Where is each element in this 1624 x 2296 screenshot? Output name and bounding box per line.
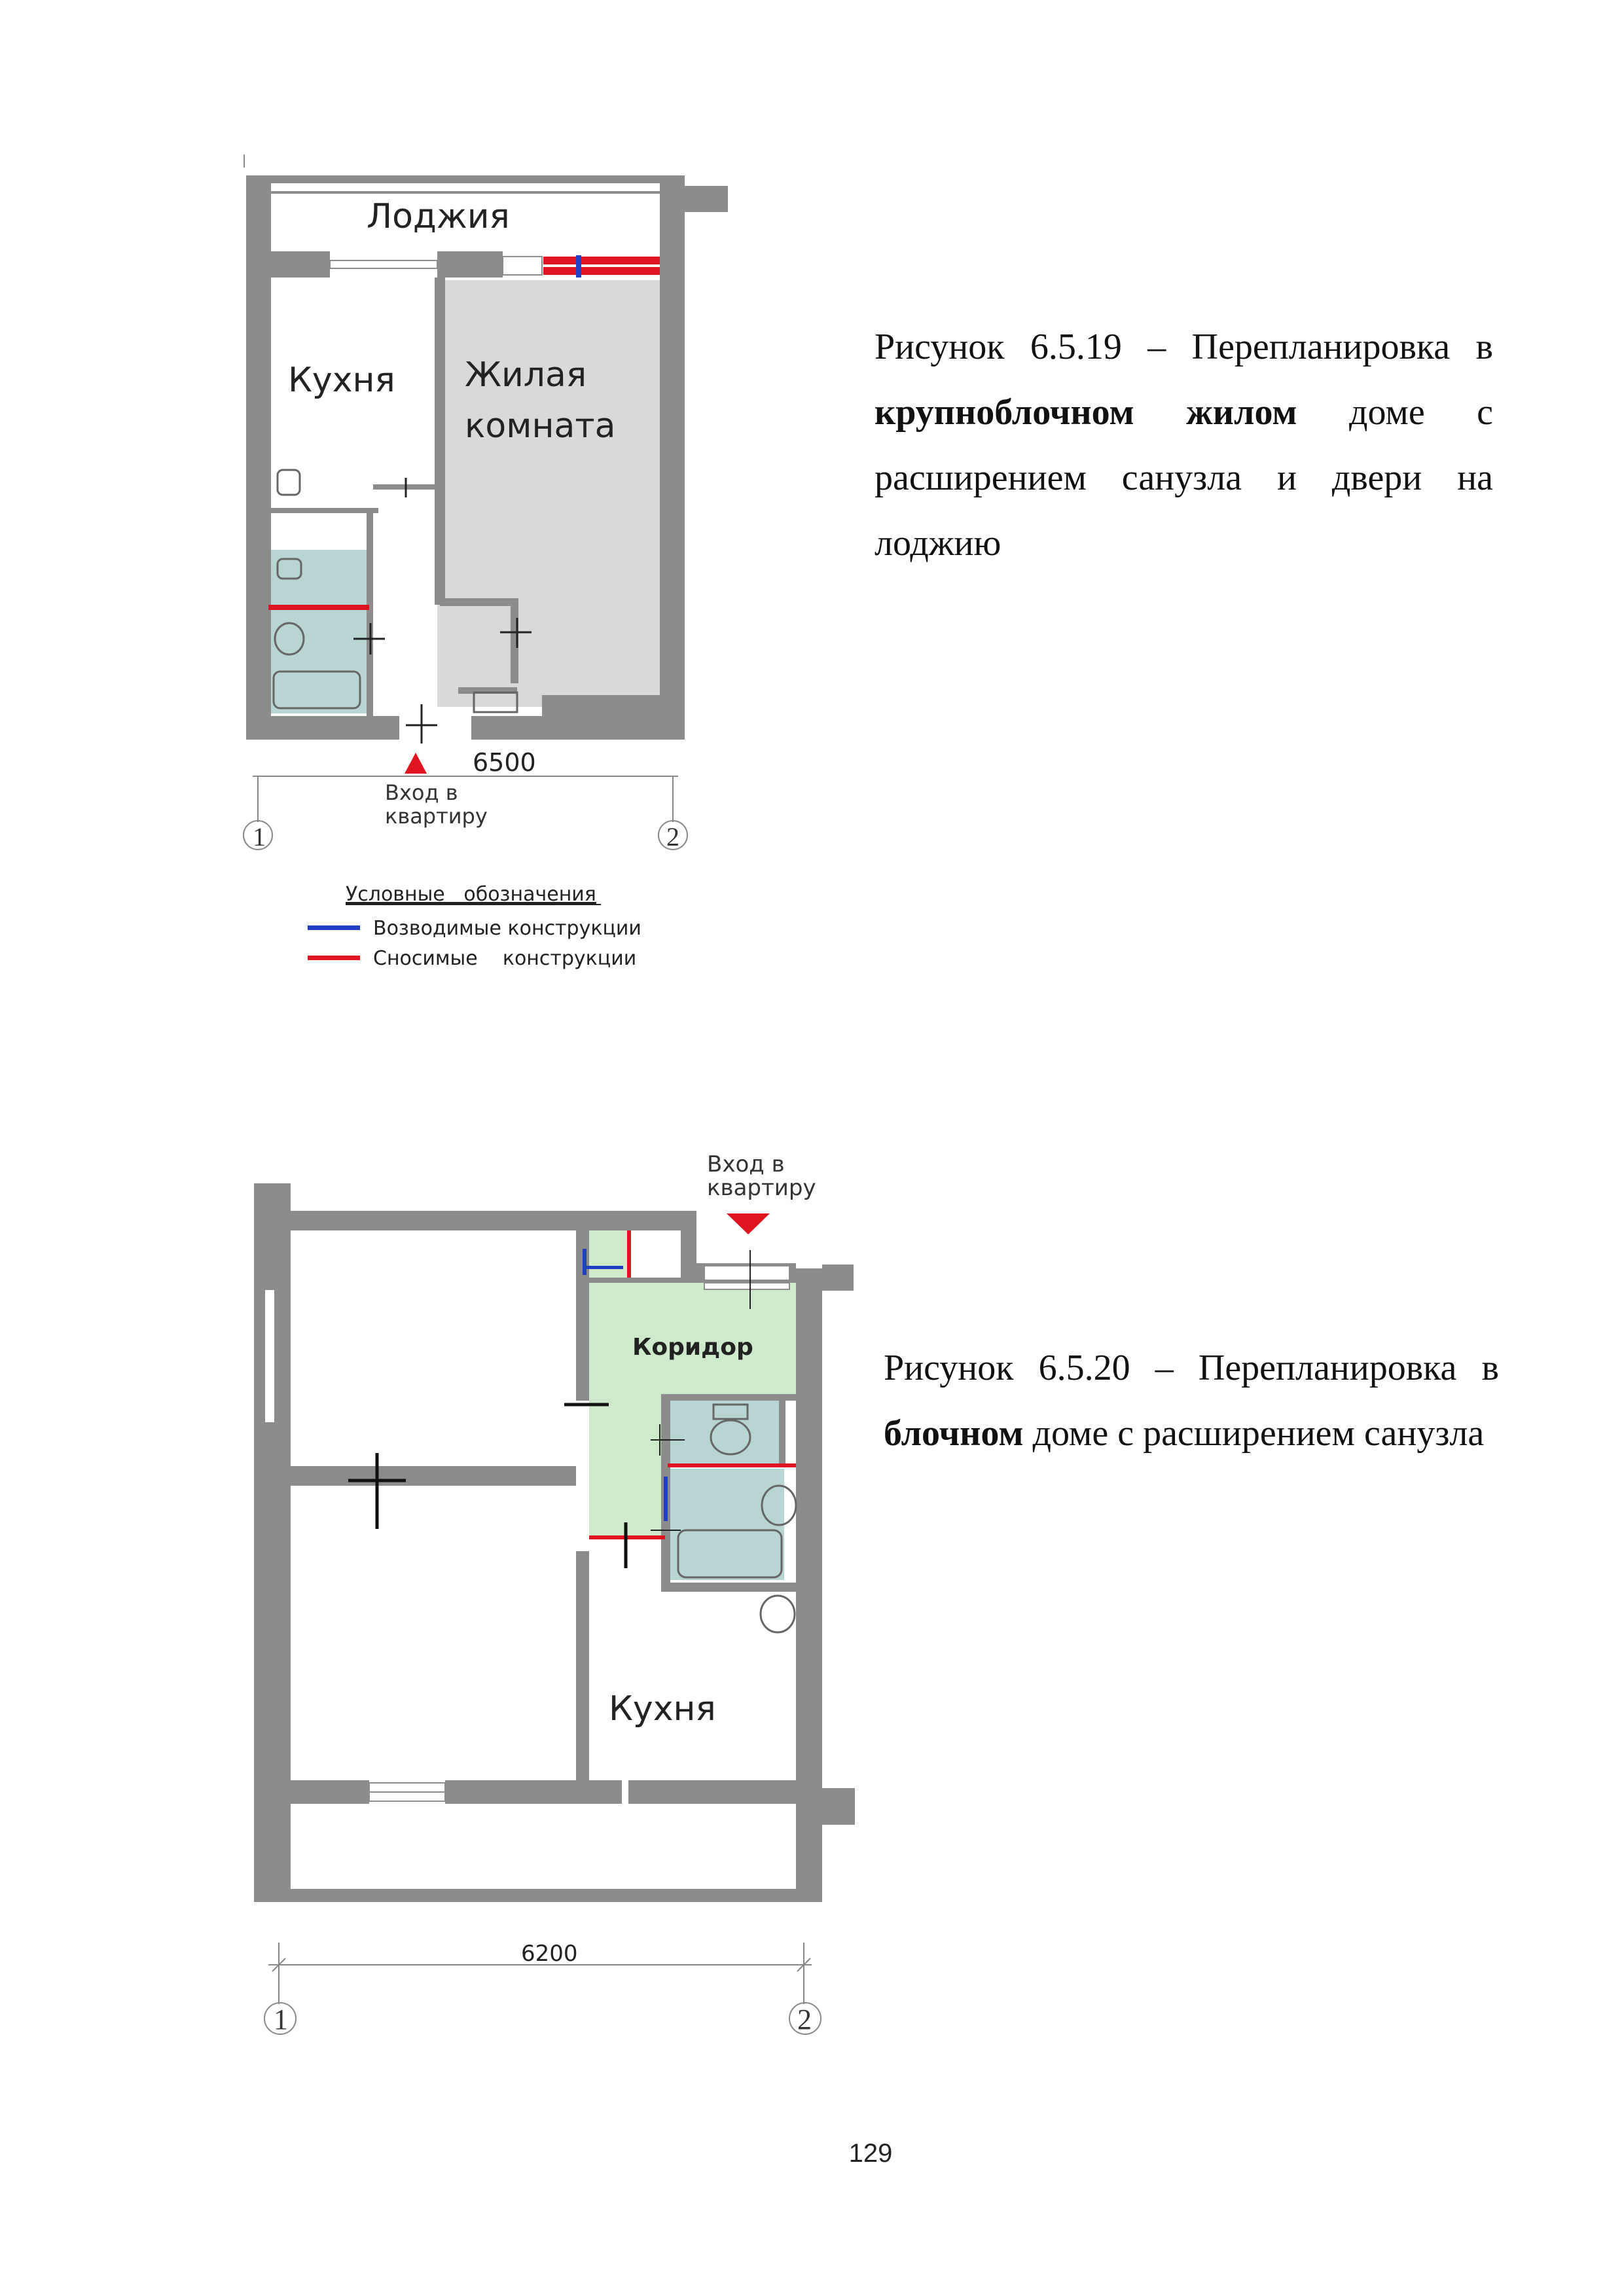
caption-2-prefix: Рисунок 6.5.20 – Перепланировка в — [884, 1348, 1499, 1388]
kitchen-label-1: Кухня — [288, 361, 395, 400]
entrance-label-2-line2: квартиру — [707, 1175, 816, 1201]
dimension-6500: 6500 — [473, 748, 536, 777]
loggia-window — [330, 260, 437, 268]
erected-wall-2a — [583, 1249, 586, 1275]
page-number: 129 — [848, 2139, 893, 2168]
axis-1-label: 1 — [253, 822, 266, 852]
caption-1-prefix: Рисунок 6.5.19 – Перепланировка в — [875, 327, 1493, 367]
window-kitchen — [622, 1783, 628, 1801]
legend-demolished-label: Сносимые конструкции — [373, 947, 637, 970]
axis-2-label: 2 — [666, 822, 679, 852]
axis-1-label-2: 1 — [274, 2003, 288, 2036]
loggia-door — [503, 257, 542, 275]
demolished-wall-2b — [668, 1463, 796, 1467]
living-room-fill — [437, 280, 660, 707]
legend-demolished-swatch — [308, 956, 360, 960]
door-marks-2 — [348, 1405, 626, 1568]
loggia-parapet — [271, 191, 660, 194]
erected-wall — [576, 255, 581, 278]
legend-title: Условные обозначения — [346, 883, 596, 906]
wc-fill — [668, 1401, 784, 1465]
entrance-door-2 — [704, 1283, 789, 1289]
window-left — [264, 1289, 275, 1423]
entrance-label-1-line1: Вход в — [385, 780, 458, 805]
entrance-label-2-line1: Вход в — [707, 1151, 785, 1177]
demolished-bath-wall — [268, 605, 369, 610]
erected-wall-2b — [586, 1266, 623, 1269]
legend-erected-label: Возводимые конструкции — [373, 917, 641, 940]
erected-wall-2c — [664, 1477, 668, 1521]
kitchen-label-2: Кухня — [609, 1689, 716, 1729]
living-room-label-line1: Жилая — [465, 355, 587, 395]
dimension-6200: 6200 — [521, 1941, 578, 1967]
legend-erected-swatch — [308, 925, 360, 930]
demolished-wall-2a — [627, 1230, 631, 1278]
figure-caption-2 — [884, 1335, 1499, 1466]
caption-1-bold: крупноблочном жилом — [875, 392, 1297, 433]
bath2-fill — [668, 1469, 784, 1580]
entrance-label-1-line2: квартиру — [385, 804, 488, 829]
living-room-label-line2: комната — [465, 406, 616, 446]
entrance-arrow-2 — [727, 1213, 770, 1234]
loggia-label: Лоджия — [367, 197, 510, 236]
caption-2-suffix: доме с расширением санузла — [1023, 1413, 1485, 1454]
figure-caption-1 — [875, 314, 1493, 576]
caption-1-suffix: доме с расширением санузла и двери на лоджию — [875, 392, 1494, 564]
caption-2-bold: блочном — [884, 1413, 1024, 1454]
axis-2-label-2: 2 — [797, 2003, 812, 2036]
corridor-label: Коридор — [632, 1334, 753, 1361]
